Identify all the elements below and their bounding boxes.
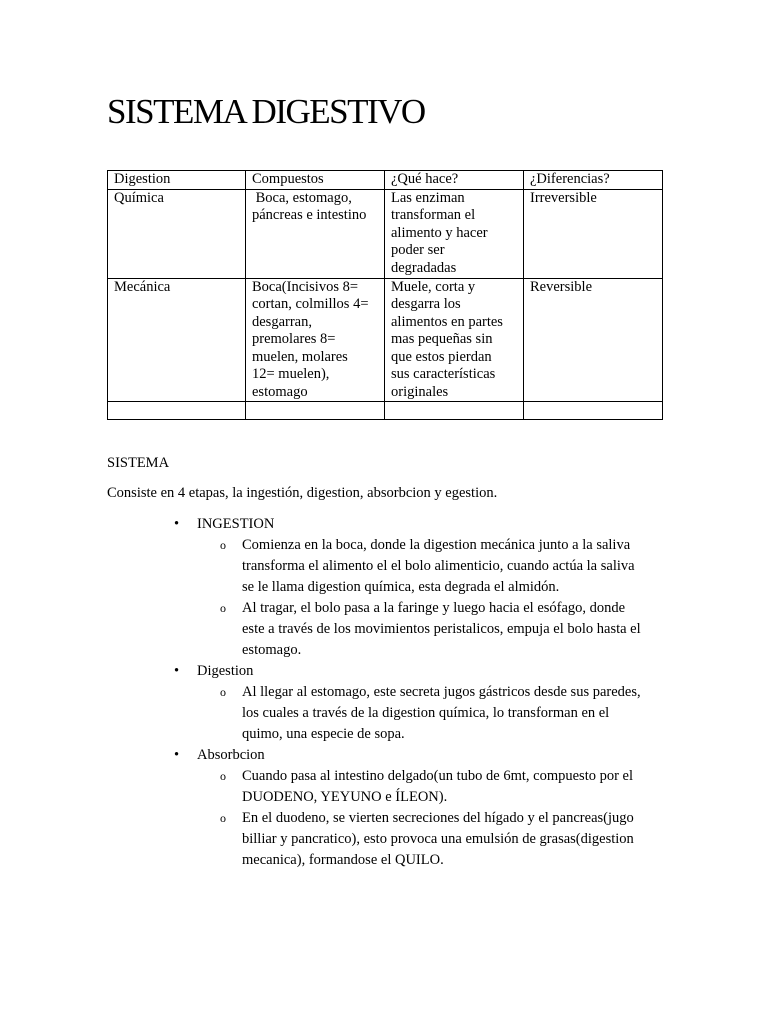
bullet-icon: • (174, 516, 180, 532)
page-title: SISTEMA DIGESTIVO (107, 92, 425, 131)
circle-bullet-icon: o (220, 685, 226, 699)
subitem-text: En el duodeno, se vierten secreciones del hígado y el pancreas(jugo billiar y pancratico), esto provoca una emulsión de grasas(digestion mecanica), formandose el QUILO. (242, 810, 634, 868)
subitem-text: Al tragar, el bolo pasa a la faringe y luego hacia el esófago, donde este a través de los movimientos peristalicos, empuja el bolo hasta el estomago. (242, 600, 641, 658)
table-row (108, 189, 663, 278)
table-cell: Muele, corta y desgarra los alimentos en partes mas pequeñas sin que estos pierdan sus características originales (385, 278, 524, 402)
outline-subitem (107, 682, 667, 745)
topic-label: INGESTION (197, 516, 275, 532)
circle-bullet-icon: o (220, 811, 226, 825)
table-cell: Reversible (524, 278, 663, 402)
outline-subitem (107, 808, 667, 871)
subitem-text: Al llegar al estomago, este secreta jugos gástricos desde sus paredes, los cuales a través de la digestion química, lo transforman en el quimo, una especie de sopa. (242, 684, 641, 742)
outline-subitem (107, 766, 667, 808)
table-row-empty (108, 402, 663, 420)
outline-topic (107, 514, 667, 535)
outline-topic (107, 745, 667, 766)
outline-subitem (107, 535, 667, 598)
circle-bullet-icon: o (220, 769, 226, 783)
table-cell (524, 402, 663, 420)
bullet-icon: • (174, 747, 180, 763)
outline-subitem (107, 598, 667, 661)
bullet-icon: • (174, 663, 180, 679)
table-cell: Irreversible (524, 189, 663, 278)
table-cell: Mecánica (108, 278, 246, 402)
subitem-text: Comienza en la boca, donde la digestion mecánica junto a la saliva transforma el alimento el el bolo alimenticio, cuando actúa la saliva se le llama digestion química, esta degrada el almidón. (242, 537, 635, 595)
table-cell (108, 402, 246, 420)
table-cell: Las enziman transforman el alimento y hacer poder ser degradadas (385, 189, 524, 278)
table-cell: Química (108, 189, 246, 278)
topic-label: Digestion (197, 663, 254, 679)
table-row (108, 278, 663, 402)
digestion-table (107, 170, 663, 420)
header-cell: Compuestos (246, 171, 385, 190)
table-header-row (108, 171, 663, 190)
circle-bullet-icon: o (220, 601, 226, 615)
table-cell: Boca, estomago, páncreas e intestino (246, 189, 385, 278)
circle-bullet-icon: o (220, 538, 226, 552)
stages-outline (107, 514, 667, 871)
table-cell (246, 402, 385, 420)
intro-paragraph: Consiste en 4 etapas, la ingestión, digestion, absorbcion y egestion. (107, 485, 498, 501)
outline-topic (107, 661, 667, 682)
subitem-text: Cuando pasa al intestino delgado(un tubo de 6mt, compuesto por el DUODENO, YEYUNO e ÍLEON). (242, 768, 634, 805)
table-cell (385, 402, 524, 420)
table-cell: Boca(Incisivos 8= cortan, colmillos 4= desgarran, premolares 8= muelen, molares 12= muelen), estomago (246, 278, 385, 402)
header-cell: ¿Qué hace? (385, 171, 524, 190)
header-cell: ¿Diferencias? (524, 171, 663, 190)
topic-label: Absorbcion (197, 747, 265, 763)
section-heading: SISTEMA (107, 455, 170, 471)
header-cell: Digestion (108, 171, 246, 190)
